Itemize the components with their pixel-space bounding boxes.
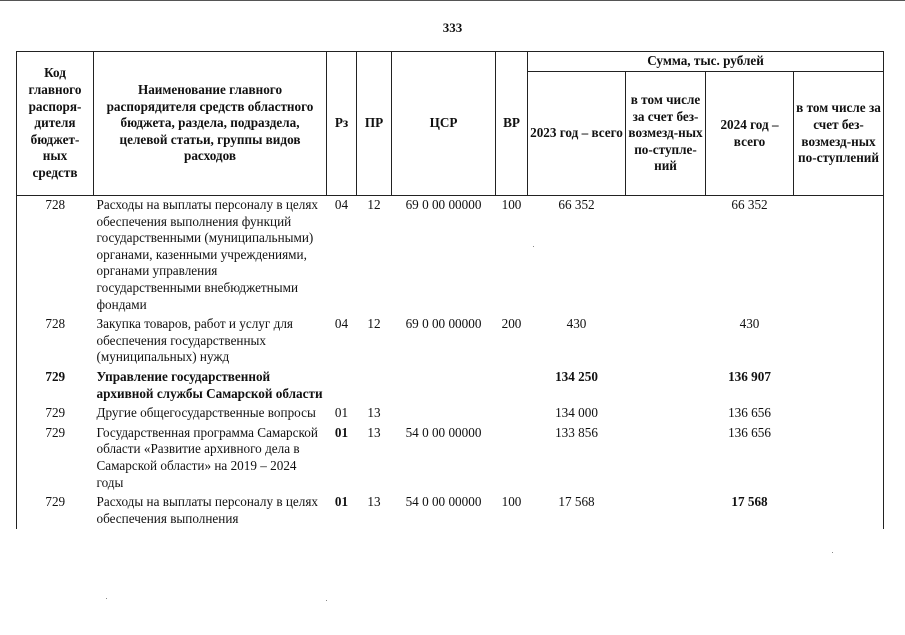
header-2024-total: 2024 год – всего xyxy=(706,72,794,196)
cell-rz: 01 xyxy=(334,405,349,421)
cell-rz xyxy=(327,368,357,404)
header-sum: Сумма, тыс. рублей xyxy=(528,52,884,72)
cell-2023-total: 134 250 xyxy=(555,368,598,384)
cell-pr: 12 xyxy=(367,316,381,332)
cell-rz: 04 xyxy=(334,316,349,332)
cell-2024-free xyxy=(794,368,884,404)
cell-2024-total: 136 907 xyxy=(728,368,771,384)
cell-code: 728 xyxy=(17,196,94,316)
cell-code: 729 xyxy=(17,404,94,424)
cell-pr xyxy=(357,368,392,404)
cell-name: Расходы на выплаты персоналу в целях обеспечения выполнения функций государственными (муниципальными) органами, казенными учреждениями, органами управления государственными внебюджетными фондами xyxy=(96,197,319,312)
cell-pr: 12 xyxy=(367,197,381,212)
cell-2024-free xyxy=(794,315,884,368)
header-csr: ЦСР xyxy=(392,52,496,196)
cell-code: 729 xyxy=(17,368,94,404)
cell-2024-total: 17 568 xyxy=(731,494,768,510)
header-rz: Рз xyxy=(327,52,357,196)
scan-speck xyxy=(533,246,534,247)
cell-2023-total: 17 568 xyxy=(558,494,595,510)
table-row xyxy=(17,368,884,404)
cell-2023-free xyxy=(626,424,706,493)
table-row xyxy=(17,404,884,424)
top-rule xyxy=(0,0,905,1)
cell-pr: 13 xyxy=(367,494,381,510)
table-row xyxy=(17,315,884,368)
cell-2024-free xyxy=(794,424,884,493)
cell-name: Расходы на выплаты персоналу в целях обеспечения выполнения xyxy=(96,494,319,526)
cell-csr xyxy=(392,368,496,404)
scan-speck xyxy=(326,600,327,601)
cell-rz: 04 xyxy=(334,197,349,212)
cell-2023-free xyxy=(626,493,706,529)
cell-pr: 13 xyxy=(367,424,381,440)
header-2023-free: в том числе за счет без-возмезд-ных по-ступле-ний xyxy=(626,72,706,196)
cell-rz: 01 xyxy=(334,494,349,510)
cell-2024-free xyxy=(794,196,884,316)
header-vr: ВР xyxy=(496,52,528,196)
cell-code: 729 xyxy=(17,424,94,493)
cell-vr: 100 xyxy=(501,197,522,212)
scan-speck xyxy=(106,598,107,599)
page-number: 333 xyxy=(442,20,463,35)
cell-2023-free xyxy=(626,196,706,316)
cell-vr: 200 xyxy=(501,316,522,332)
table-row xyxy=(17,493,884,529)
cell-2024-total: 136 656 xyxy=(728,405,771,421)
cell-2024-total: 136 656 xyxy=(728,424,771,440)
header-pr: ПР xyxy=(357,52,392,196)
cell-code: 728 xyxy=(17,315,94,368)
cell-rz: 01 xyxy=(334,424,349,440)
cell-2023-free xyxy=(626,368,706,404)
header-2024-free: в том числе за счет без-возмезд-ных по-ступлений xyxy=(794,72,884,196)
cell-name: Другие общегосударственные вопросы xyxy=(96,405,316,421)
cell-2023-total: 134 000 xyxy=(555,405,598,421)
cell-vr xyxy=(496,404,528,424)
cell-vr xyxy=(496,424,528,493)
cell-pr: 13 xyxy=(367,405,381,421)
table-row xyxy=(17,196,884,316)
cell-2024-total: 66 352 xyxy=(731,197,768,212)
cell-name: Управление государственной архивной службы Самарской области xyxy=(96,368,323,401)
cell-csr: 54 0 00 00000 xyxy=(405,494,482,510)
cell-2023-total: 66 352 xyxy=(558,197,595,212)
cell-name: Государственная программа Самарской области «Развитие архивного дела в Самарской области» на 2019 – 2024 годы xyxy=(96,424,318,490)
cell-2023-free xyxy=(626,315,706,368)
cell-2024-free xyxy=(794,404,884,424)
cell-csr: 69 0 00 00000 xyxy=(405,316,482,332)
cell-2023-total: 133 856 xyxy=(555,424,598,440)
cell-name: Закупка товаров, работ и услуг для обеспечения государственных (муниципальных) нужд xyxy=(96,316,293,365)
cell-vr: 100 xyxy=(501,494,522,510)
cell-csr: 54 0 00 00000 xyxy=(405,424,482,440)
cell-2024-total: 430 xyxy=(739,316,760,332)
cell-vr xyxy=(496,368,528,404)
cell-2023-total: 430 xyxy=(566,316,587,332)
cell-2024-free xyxy=(794,493,884,529)
cell-code: 729 xyxy=(17,493,94,529)
header-name: Наименование главного распорядителя средств областного бюджета, раздела, подраздела, целевой статьи, группы видов расходов xyxy=(94,52,327,196)
table-row xyxy=(17,424,884,493)
header-2023-total: 2023 год – всего xyxy=(528,72,626,196)
budget-table xyxy=(16,51,884,529)
header-code: Код главного распоря-дителя бюджет-ных средств xyxy=(17,52,94,196)
cell-csr xyxy=(392,404,496,424)
cell-csr: 69 0 00 00000 xyxy=(405,197,482,212)
scan-speck xyxy=(832,552,833,553)
cell-2023-free xyxy=(626,404,706,424)
